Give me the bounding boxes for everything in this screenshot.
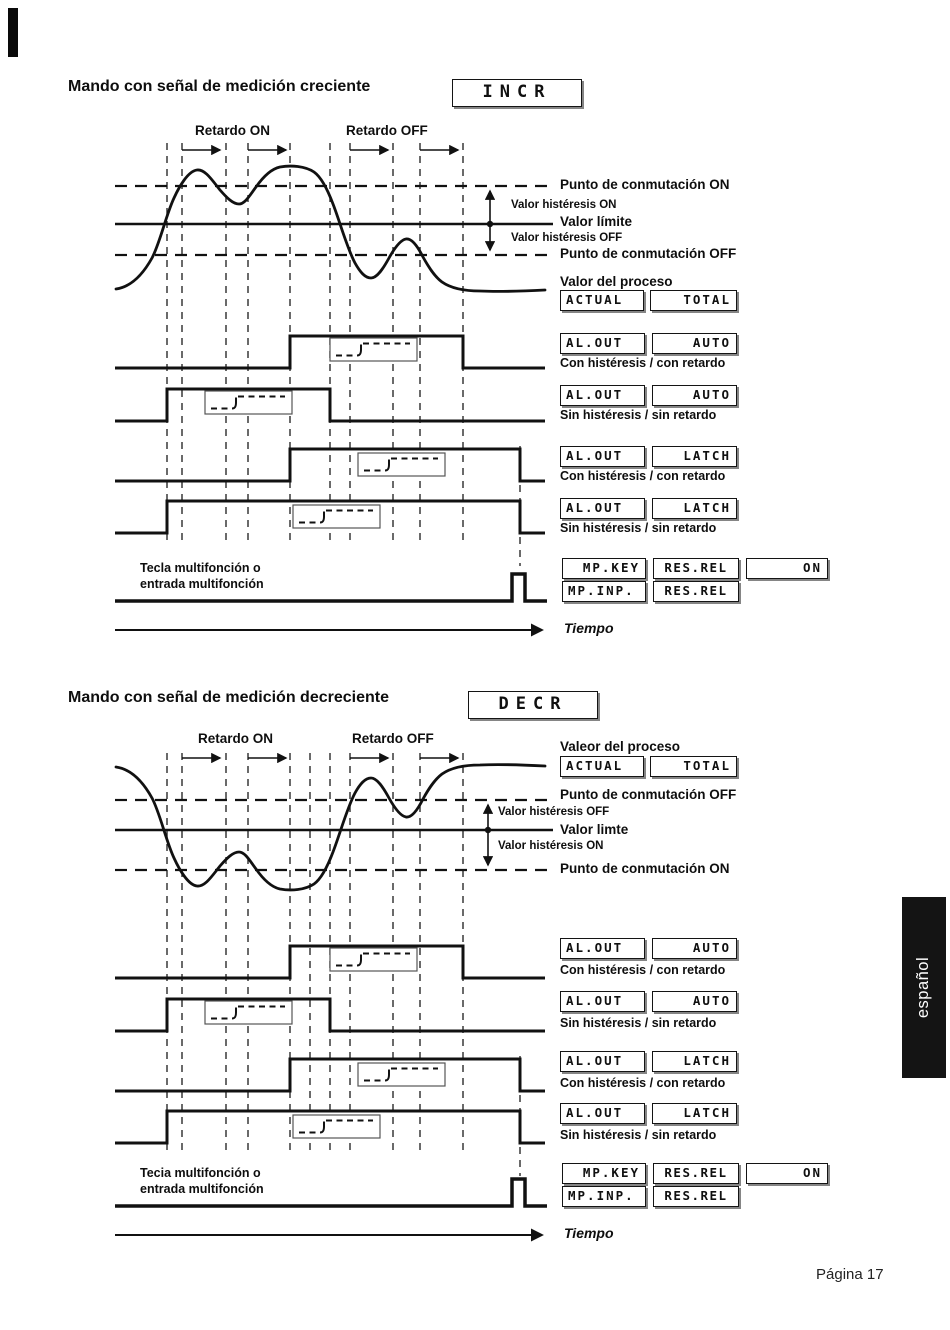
incr-time-label: Tiempo [564, 620, 614, 636]
incr-row2-caption: Sin histéresis / sin retardo [560, 408, 717, 422]
decr-row2-display-alout: AL.OUT [560, 991, 645, 1012]
decr-diagram [115, 753, 553, 1235]
language-tab [902, 897, 946, 1078]
decr-display-actual: ACTUAL [560, 756, 644, 777]
incr-switch-on-label: Punto de conmutación ON [560, 177, 730, 192]
decr-hysteresis-off-label: Valor histéresis OFF [498, 806, 610, 818]
incr-row4-caption: Sin histéresis / sin retardo [560, 521, 717, 535]
incr-mode-display: INCR [452, 79, 582, 107]
decr-hysteresis-on-label: Valor histéresis ON [498, 840, 604, 852]
decr-display-total: TOTAL [650, 756, 737, 777]
decr-row2-caption: Sin histéresis / sin retardo [560, 1016, 717, 1030]
decr-row1-display-mode: AUTO [652, 938, 737, 959]
decr-display-resrel-2: RES.REL [653, 1186, 739, 1207]
decr-time-label: Tiempo [564, 1225, 614, 1241]
incr-row1-caption: Con histéresis / con retardo [560, 356, 726, 370]
incr-row4-display-alout: AL.OUT [560, 498, 645, 519]
incr-mp-label-line1: Tecla multifonción o [140, 561, 261, 575]
incr-hysteresis-on-label: Valor histéresis ON [511, 199, 617, 211]
incr-row3-caption: Con histéresis / con retardo [560, 469, 726, 483]
decr-row2-display-mode: AUTO [652, 991, 737, 1012]
incr-display-resrel-1: RES.REL [653, 558, 739, 579]
decr-row4-display-alout: AL.OUT [560, 1103, 645, 1124]
decr-row1-display-alout: AL.OUT [560, 938, 645, 959]
decr-row4-caption: Sin histéresis / sin retardo [560, 1128, 717, 1142]
decr-row1-caption: Con histéresis / con retardo [560, 963, 726, 977]
incr-row3-display-mode: LATCH [652, 446, 737, 467]
incr-row2-display-alout: AL.OUT [560, 385, 645, 406]
decr-switch-on-label: Punto de conmutación ON [560, 861, 730, 876]
decr-mp-label-line2: entrada multifonción [140, 1182, 264, 1196]
decr-display-mpkey: MP.KEY [562, 1163, 646, 1184]
incr-hysteresis-off-label: Valor histéresis OFF [511, 232, 623, 244]
decr-limit-label: Valor limte [560, 822, 629, 837]
incr-row3-display-alout: AL.OUT [560, 446, 645, 467]
decr-row3-display-alout: AL.OUT [560, 1051, 645, 1072]
incr-display-on: ON [746, 558, 828, 579]
incr-row4-display-mode: LATCH [652, 498, 737, 519]
decr-row3-display-mode: LATCH [652, 1051, 737, 1072]
incr-display-mpkey: MP.KEY [562, 558, 646, 579]
decr-row4-display-mode: LATCH [652, 1103, 737, 1124]
incr-display-mpinp: MP.INP. [562, 581, 646, 602]
incr-row2-display-mode: AUTO [652, 385, 737, 406]
incr-switch-off-label: Punto de conmutación OFF [560, 246, 737, 261]
incr-title: Mando con señal de medición creciente [68, 78, 371, 95]
decr-retardo-off-label: Retardo OFF [352, 731, 434, 746]
decr-display-mpinp: MP.INP. [562, 1186, 646, 1207]
decr-mp-label-line1: Tecia multifonción o [140, 1166, 261, 1180]
incr-retardo-on-label: Retardo ON [195, 123, 271, 138]
incr-process-label: Valor del proceso [560, 274, 673, 289]
decr-display-resrel-1: RES.REL [653, 1163, 739, 1184]
decr-retardo-on-label: Retardo ON [198, 731, 274, 746]
decr-row3-caption: Con histéresis / con retardo [560, 1076, 726, 1090]
incr-mp-label-line2: entrada multifonción [140, 577, 264, 591]
incr-diagram [115, 143, 553, 630]
incr-row1-display-mode: AUTO [652, 333, 737, 354]
incr-retardo-off-label: Retardo OFF [346, 123, 428, 138]
decr-switch-off-label: Punto de conmutación OFF [560, 787, 737, 802]
decr-process-label: Valeor del proceso [560, 739, 681, 754]
incr-row1-display-alout: AL.OUT [560, 333, 645, 354]
incr-display-total: TOTAL [650, 290, 737, 311]
decr-title: Mando con señal de medición decreciente [68, 689, 389, 706]
incr-display-actual: ACTUAL [560, 290, 644, 311]
incr-display-resrel-2: RES.REL [653, 581, 739, 602]
page-edge-mark [8, 8, 18, 57]
decr-mode-display: DECR [468, 691, 598, 719]
language-tab-label: español [914, 956, 933, 1019]
incr-limit-label: Valor límite [560, 214, 633, 229]
page-number: Página 17 [816, 1266, 884, 1283]
decr-display-on: ON [746, 1163, 828, 1184]
